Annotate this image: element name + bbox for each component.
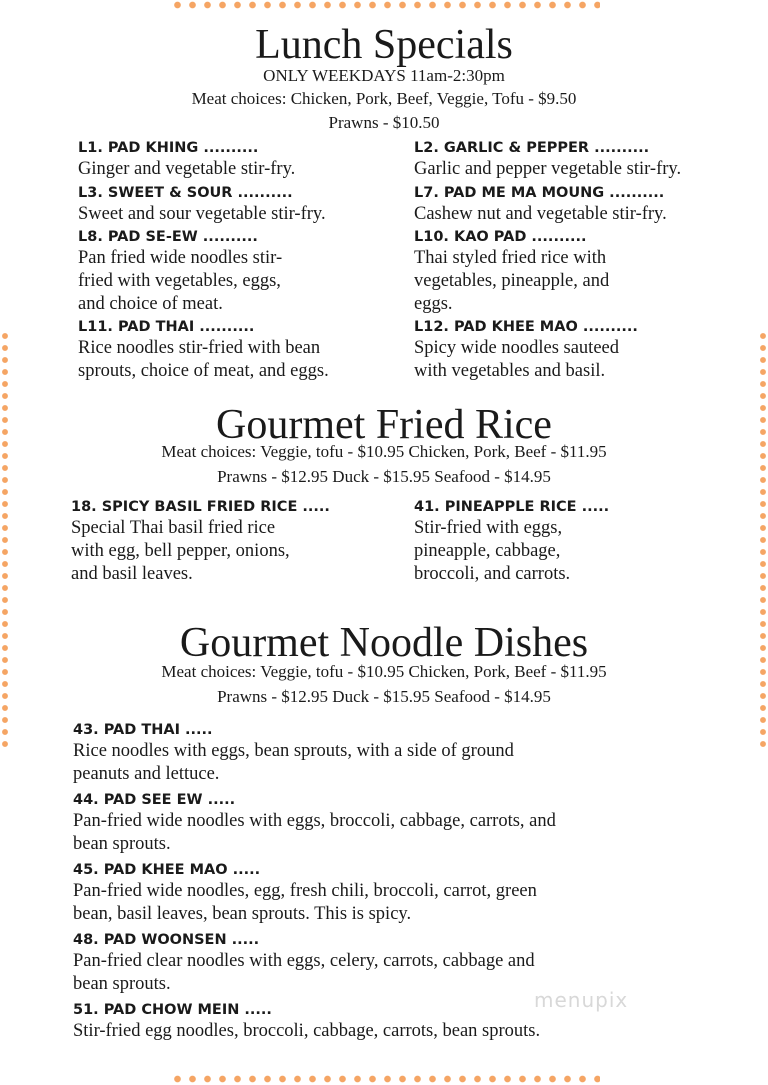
menu-item-l10 <box>414 227 609 316</box>
item-title: L8. PAD SE-EW .......... <box>78 229 258 245</box>
noodle-meat-line2: Prawns - $12.95 Duck - $15.95 Seafood - $14.95 <box>217 687 551 706</box>
item-desc-line: with vegetables and basil. <box>414 361 606 381</box>
item-desc: Cashew nut and vegetable stir-fry. <box>414 204 667 224</box>
bottom-dot-border <box>170 1074 600 1084</box>
menu-item-l1 <box>78 138 295 181</box>
item-title: 45. PAD KHEE MAO ..... <box>73 862 261 878</box>
item-desc-line: bean sprouts. <box>73 974 171 994</box>
noodle-meat-line1: Meat choices: Veggie, tofu - $10.95 Chicken, Pork, Beef - $11.95 <box>161 662 607 681</box>
menu-item-l11 <box>78 317 329 383</box>
item-title: L11. PAD THAI .......... <box>78 319 255 335</box>
watermark: menupix <box>534 988 629 1012</box>
rice-meat-line1: Meat choices: Veggie, tofu - $10.95 Chicken, Pork, Beef - $11.95 <box>161 442 607 461</box>
item-title: L1. PAD KHING .......... <box>78 140 259 156</box>
item-desc-line: Special Thai basil fried rice <box>71 518 276 538</box>
top-dot-border <box>170 0 600 10</box>
item-title: 51. PAD CHOW MEIN ..... <box>73 1002 272 1018</box>
menu-item-51 <box>73 1000 540 1043</box>
menu-item-l3 <box>78 183 326 226</box>
lunch-meat-line1: Meat choices: Chicken, Pork, Beef, Veggie, Tofu - $9.50 <box>191 89 577 108</box>
item-title: 41. PINEAPPLE RICE ..... <box>414 499 610 515</box>
item-title: L2. GARLIC & PEPPER .......... <box>414 140 650 156</box>
item-desc-line: Stir-fried egg noodles, broccoli, cabbage, carrots, bean sprouts. <box>73 1021 541 1041</box>
item-desc-line: Pan fried wide noodles stir- <box>78 248 283 268</box>
rice-meat-line2: Prawns - $12.95 Duck - $15.95 Seafood - $14.95 <box>217 467 551 486</box>
lunch-hours: ONLY WEEKDAYS 11am-2:30pm <box>263 66 505 85</box>
menu-item-44 <box>73 790 556 856</box>
lunch-meat-line2: Prawns - $10.50 <box>328 113 440 132</box>
item-desc-line: Thai styled fried rice with <box>414 248 607 268</box>
item-title: L10. KAO PAD .......... <box>414 229 587 245</box>
item-desc-line: with egg, bell pepper, onions, <box>71 541 290 561</box>
item-desc-line: Rice noodles with eggs, bean sprouts, with a side of ground <box>73 741 514 761</box>
item-desc-line: bean sprouts. <box>73 834 171 854</box>
menu-item-l12 <box>414 317 638 383</box>
item-desc-line: peanuts and lettuce. <box>73 764 220 784</box>
item-desc-line: and choice of meat. <box>78 294 223 314</box>
menu-item-48 <box>73 930 535 996</box>
item-desc-line: sprouts, choice of meat, and eggs. <box>78 361 329 381</box>
item-desc-line: Pan-fried clear noodles with eggs, celery, carrots, cabbage and <box>73 951 535 971</box>
menu-item-41 <box>414 497 609 586</box>
item-desc-line: and basil leaves. <box>71 564 193 584</box>
item-desc: Sweet and sour vegetable stir-fry. <box>78 204 326 224</box>
item-desc-line: Pan-fried wide noodles, egg, fresh chili, broccoli, carrot, green <box>73 881 537 901</box>
menu-item-45 <box>73 860 537 926</box>
item-desc: Ginger and vegetable stir-fry. <box>78 159 296 179</box>
item-desc-line: fried with vegetables, eggs, <box>78 271 281 291</box>
menu-item-l8 <box>78 227 282 316</box>
menu-item-l2 <box>414 138 681 181</box>
item-desc-line: Rice noodles stir-fried with bean <box>78 338 321 358</box>
item-title: L3. SWEET & SOUR .......... <box>78 185 293 201</box>
menu-item-43 <box>73 720 514 786</box>
item-desc-line: pineapple, cabbage, <box>414 541 561 561</box>
lunch-title: Lunch Specials <box>255 22 513 68</box>
item-desc-line: bean, basil leaves, bean sprouts. This is spicy. <box>73 904 412 924</box>
item-title: 43. PAD THAI ..... <box>73 722 213 738</box>
item-title: 44. PAD SEE EW ..... <box>73 792 236 808</box>
item-desc-line: Pan-fried wide noodles with eggs, broccoli, cabbage, carrots, and <box>73 811 556 831</box>
item-desc-line: vegetables, pineapple, and <box>414 271 610 291</box>
item-title: 48. PAD WOONSEN ..... <box>73 932 260 948</box>
item-title: L12. PAD KHEE MAO .......... <box>414 319 638 335</box>
item-desc-line: Stir-fried with eggs, <box>414 518 563 538</box>
rice-title: Gourmet Fried Rice <box>216 402 552 448</box>
menu-item-l7 <box>414 183 667 226</box>
noodle-title: Gourmet Noodle Dishes <box>179 620 589 666</box>
item-title: L7. PAD ME MA MOUNG .......... <box>414 185 665 201</box>
item-desc: Garlic and pepper vegetable stir-fry. <box>414 159 682 179</box>
item-desc-line: Spicy wide noodles sauteed <box>414 338 619 358</box>
item-desc-line: broccoli, and carrots. <box>414 564 571 584</box>
item-title: 18. SPICY BASIL FRIED RICE ..... <box>71 499 330 515</box>
menu-item-18 <box>71 497 330 586</box>
item-desc-line: eggs. <box>414 294 453 314</box>
